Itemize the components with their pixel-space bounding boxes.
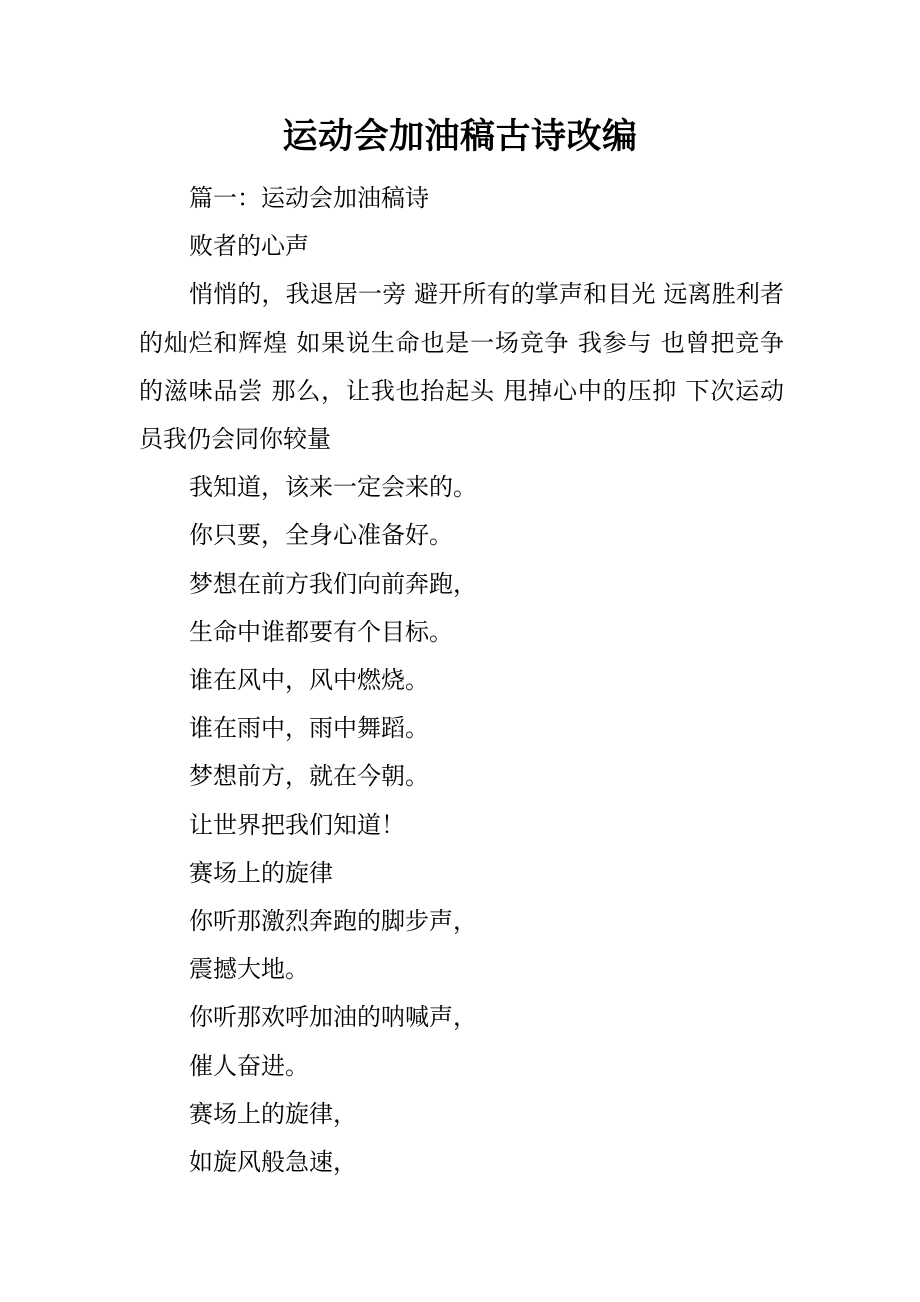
poem-line: 生命中谁都要有个目标。 [189,617,453,646]
poem-line: 如旋风般急速， [189,1148,357,1177]
poem-line: 让世界把我们知道！ [189,810,405,839]
poem-line: 谁在雨中，雨中舞蹈。 [189,714,429,743]
poem-paragraph: 悄悄的，我退居一旁 避开所有的掌声和目光 远离胜利者的灿烂和辉煌 如果说生命也是一场竞争 我参与 也曾把竞争的滋味品尝 那么，让我也抬起头 甩掉心中的压抑 下次运动员我仍会同你较量 [139,280,784,454]
poem-title: 赛场上的旋律 [189,858,333,887]
poem-line: 催人奋进。 [189,1051,309,1080]
document-body [139,174,784,1186]
section-heading: 篇一：运动会加油稿诗 [189,184,429,212]
poem-line: 你听那激烈奔跑的脚步声， [189,907,477,936]
document-title: 运动会加油稿古诗改编 [282,116,638,157]
poem-title: 败者的心声 [189,232,309,261]
poem-line: 梦想前方，就在今朝。 [189,762,429,791]
poem-line: 震撼大地。 [189,955,309,984]
poem-line: 你只要，全身心准备好。 [189,521,453,550]
poem-line: 赛场上的旋律， [189,1099,357,1128]
poem-line: 我知道，该来一定会来的。 [189,473,477,502]
poem-line: 你听那欢呼加油的呐喊声， [189,1003,477,1032]
poem-line: 梦想在前方我们向前奔跑， [189,569,477,598]
poem-line: 谁在风中，风中燃烧。 [189,666,429,695]
